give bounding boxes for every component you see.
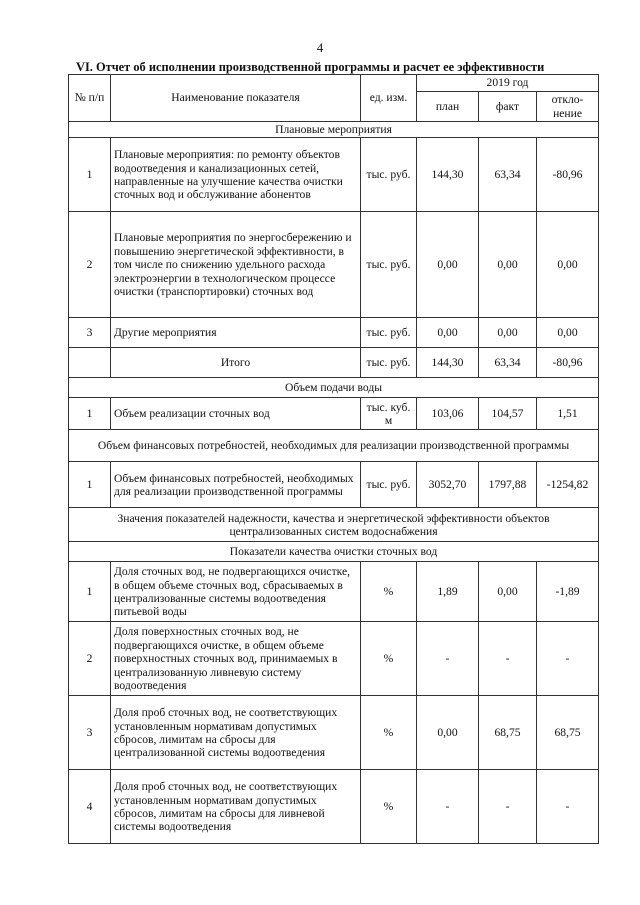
header-plan: план xyxy=(417,92,479,122)
row-deviation: 0,00 xyxy=(537,212,599,318)
row-plan: 0,00 xyxy=(417,696,479,770)
row-unit: тыс. руб. xyxy=(361,138,417,212)
row-num: 1 xyxy=(69,138,111,212)
row-unit: тыс. руб. xyxy=(361,462,417,508)
row-unit: % xyxy=(361,696,417,770)
row-plan: 0,00 xyxy=(417,318,479,348)
row-deviation: -80,96 xyxy=(537,348,599,378)
page-number: 4 xyxy=(316,40,324,55)
section-volume xyxy=(69,378,599,398)
table-row xyxy=(69,696,599,770)
row-deviation: - xyxy=(537,622,599,696)
table-row xyxy=(69,138,599,212)
table-row xyxy=(69,462,599,508)
row-num: 2 xyxy=(69,622,111,696)
row-name: Объем финансовых потребностей, необходимых для реализации производственной программы xyxy=(111,462,361,508)
row-fact: - xyxy=(479,770,537,844)
header-fact: факт xyxy=(479,92,537,122)
row-plan: 144,30 xyxy=(417,348,479,378)
row-fact: 63,34 xyxy=(479,348,537,378)
header-year: 2019 год xyxy=(417,75,599,92)
row-fact: 68,75 xyxy=(479,696,537,770)
row-num xyxy=(69,348,111,378)
row-fact: - xyxy=(479,622,537,696)
section-finance xyxy=(69,430,599,462)
section-reliability xyxy=(69,508,599,542)
row-plan: 103,06 xyxy=(417,398,479,430)
row-num: 3 xyxy=(69,696,111,770)
row-name: Плановые мероприятия по энергосбережению и повышению энергетической эффективности, в том числе по снижению удельного расхода электроэнергии в технологическом процессе очистки (транспортировки) сточных вод xyxy=(111,212,361,318)
row-num: 1 xyxy=(69,462,111,508)
row-fact: 0,00 xyxy=(479,212,537,318)
row-plan: 3052,70 xyxy=(417,462,479,508)
section-title: Плановые мероприятия xyxy=(69,122,599,138)
row-unit: тыс. куб. м xyxy=(361,398,417,430)
table-row xyxy=(69,318,599,348)
row-name: Плановые мероприятия: по ремонту объектов водоотведения и канализационных сетей, направленные на улучшение качества очистки сточных вод и обслуживание абонентов xyxy=(111,138,361,212)
table-row xyxy=(69,562,599,622)
row-fact: 104,57 xyxy=(479,398,537,430)
row-num: 2 xyxy=(69,212,111,318)
row-deviation: -80,96 xyxy=(537,138,599,212)
row-name: Доля поверхностных сточных вод, не подвергающихся очистке, в общем объеме поверхностных сточных вод, принимаемых в централизованную ливневую систему водоотведения xyxy=(111,622,361,696)
row-name: Итого xyxy=(111,348,361,378)
row-fact: 1797,88 xyxy=(479,462,537,508)
section-title: Объем подачи воды xyxy=(69,378,599,398)
row-plan: 1,89 xyxy=(417,562,479,622)
section-quality xyxy=(69,542,599,562)
total-row xyxy=(69,348,599,378)
row-plan: 144,30 xyxy=(417,138,479,212)
row-num: 3 xyxy=(69,318,111,348)
row-fact: 0,00 xyxy=(479,318,537,348)
row-name: Другие мероприятия xyxy=(111,318,361,348)
row-name: Доля проб сточных вод, не соответствующих установленным нормативам допустимых сбросов, лимитам на сбросы для ливневой системы водоотведения xyxy=(111,770,361,844)
row-num: 4 xyxy=(69,770,111,844)
table-row xyxy=(69,212,599,318)
row-unit: тыс. руб. xyxy=(361,318,417,348)
row-deviation: -1,89 xyxy=(537,562,599,622)
table-row xyxy=(69,770,599,844)
header-unit: ед. изм. xyxy=(361,75,417,122)
row-deviation: 0,00 xyxy=(537,318,599,348)
document-title: VI. Отчет об исполнении производственной программы и расчет ее эффективности xyxy=(76,60,545,74)
row-deviation: 1,51 xyxy=(537,398,599,430)
row-deviation: - xyxy=(537,770,599,844)
table-row xyxy=(69,398,599,430)
row-fact: 63,34 xyxy=(479,138,537,212)
row-unit: % xyxy=(361,562,417,622)
section-title: Объем финансовых потребностей, необходимых для реализации производственной программы xyxy=(69,430,599,462)
row-num: 1 xyxy=(69,398,111,430)
row-plan: - xyxy=(417,770,479,844)
row-unit: тыс. руб. xyxy=(361,348,417,378)
row-unit: тыс. руб. xyxy=(361,212,417,318)
header-name: Наименование показателя xyxy=(111,75,361,122)
section-title: Показатели качества очистки сточных вод xyxy=(69,542,599,562)
row-deviation: 68,75 xyxy=(537,696,599,770)
section-title: Значения показателей надежности, качества и энергетической эффективности объектов централизованных систем водоснабжения xyxy=(69,508,599,542)
row-plan: - xyxy=(417,622,479,696)
header-deviation: откло-нение xyxy=(537,92,599,122)
row-name: Доля проб сточных вод, не соответствующих установленным нормативам допустимых сбросов, лимитам на сбросы для централизованной системы водоотведения xyxy=(111,696,361,770)
section-planned xyxy=(69,122,599,138)
row-unit: % xyxy=(361,770,417,844)
row-plan: 0,00 xyxy=(417,212,479,318)
row-name: Доля сточных вод, не подвергающихся очистке, в общем объеме сточных вод, сбрасываемых в централизованные системы водоотведения питьевой воды xyxy=(111,562,361,622)
report-table xyxy=(68,74,599,844)
row-name: Объем реализации сточных вод xyxy=(111,398,361,430)
row-num: 1 xyxy=(69,562,111,622)
header-num: № п/п xyxy=(69,75,111,122)
row-deviation: -1254,82 xyxy=(537,462,599,508)
row-fact: 0,00 xyxy=(479,562,537,622)
table-row xyxy=(69,622,599,696)
row-unit: % xyxy=(361,622,417,696)
header-row-1 xyxy=(69,75,599,92)
